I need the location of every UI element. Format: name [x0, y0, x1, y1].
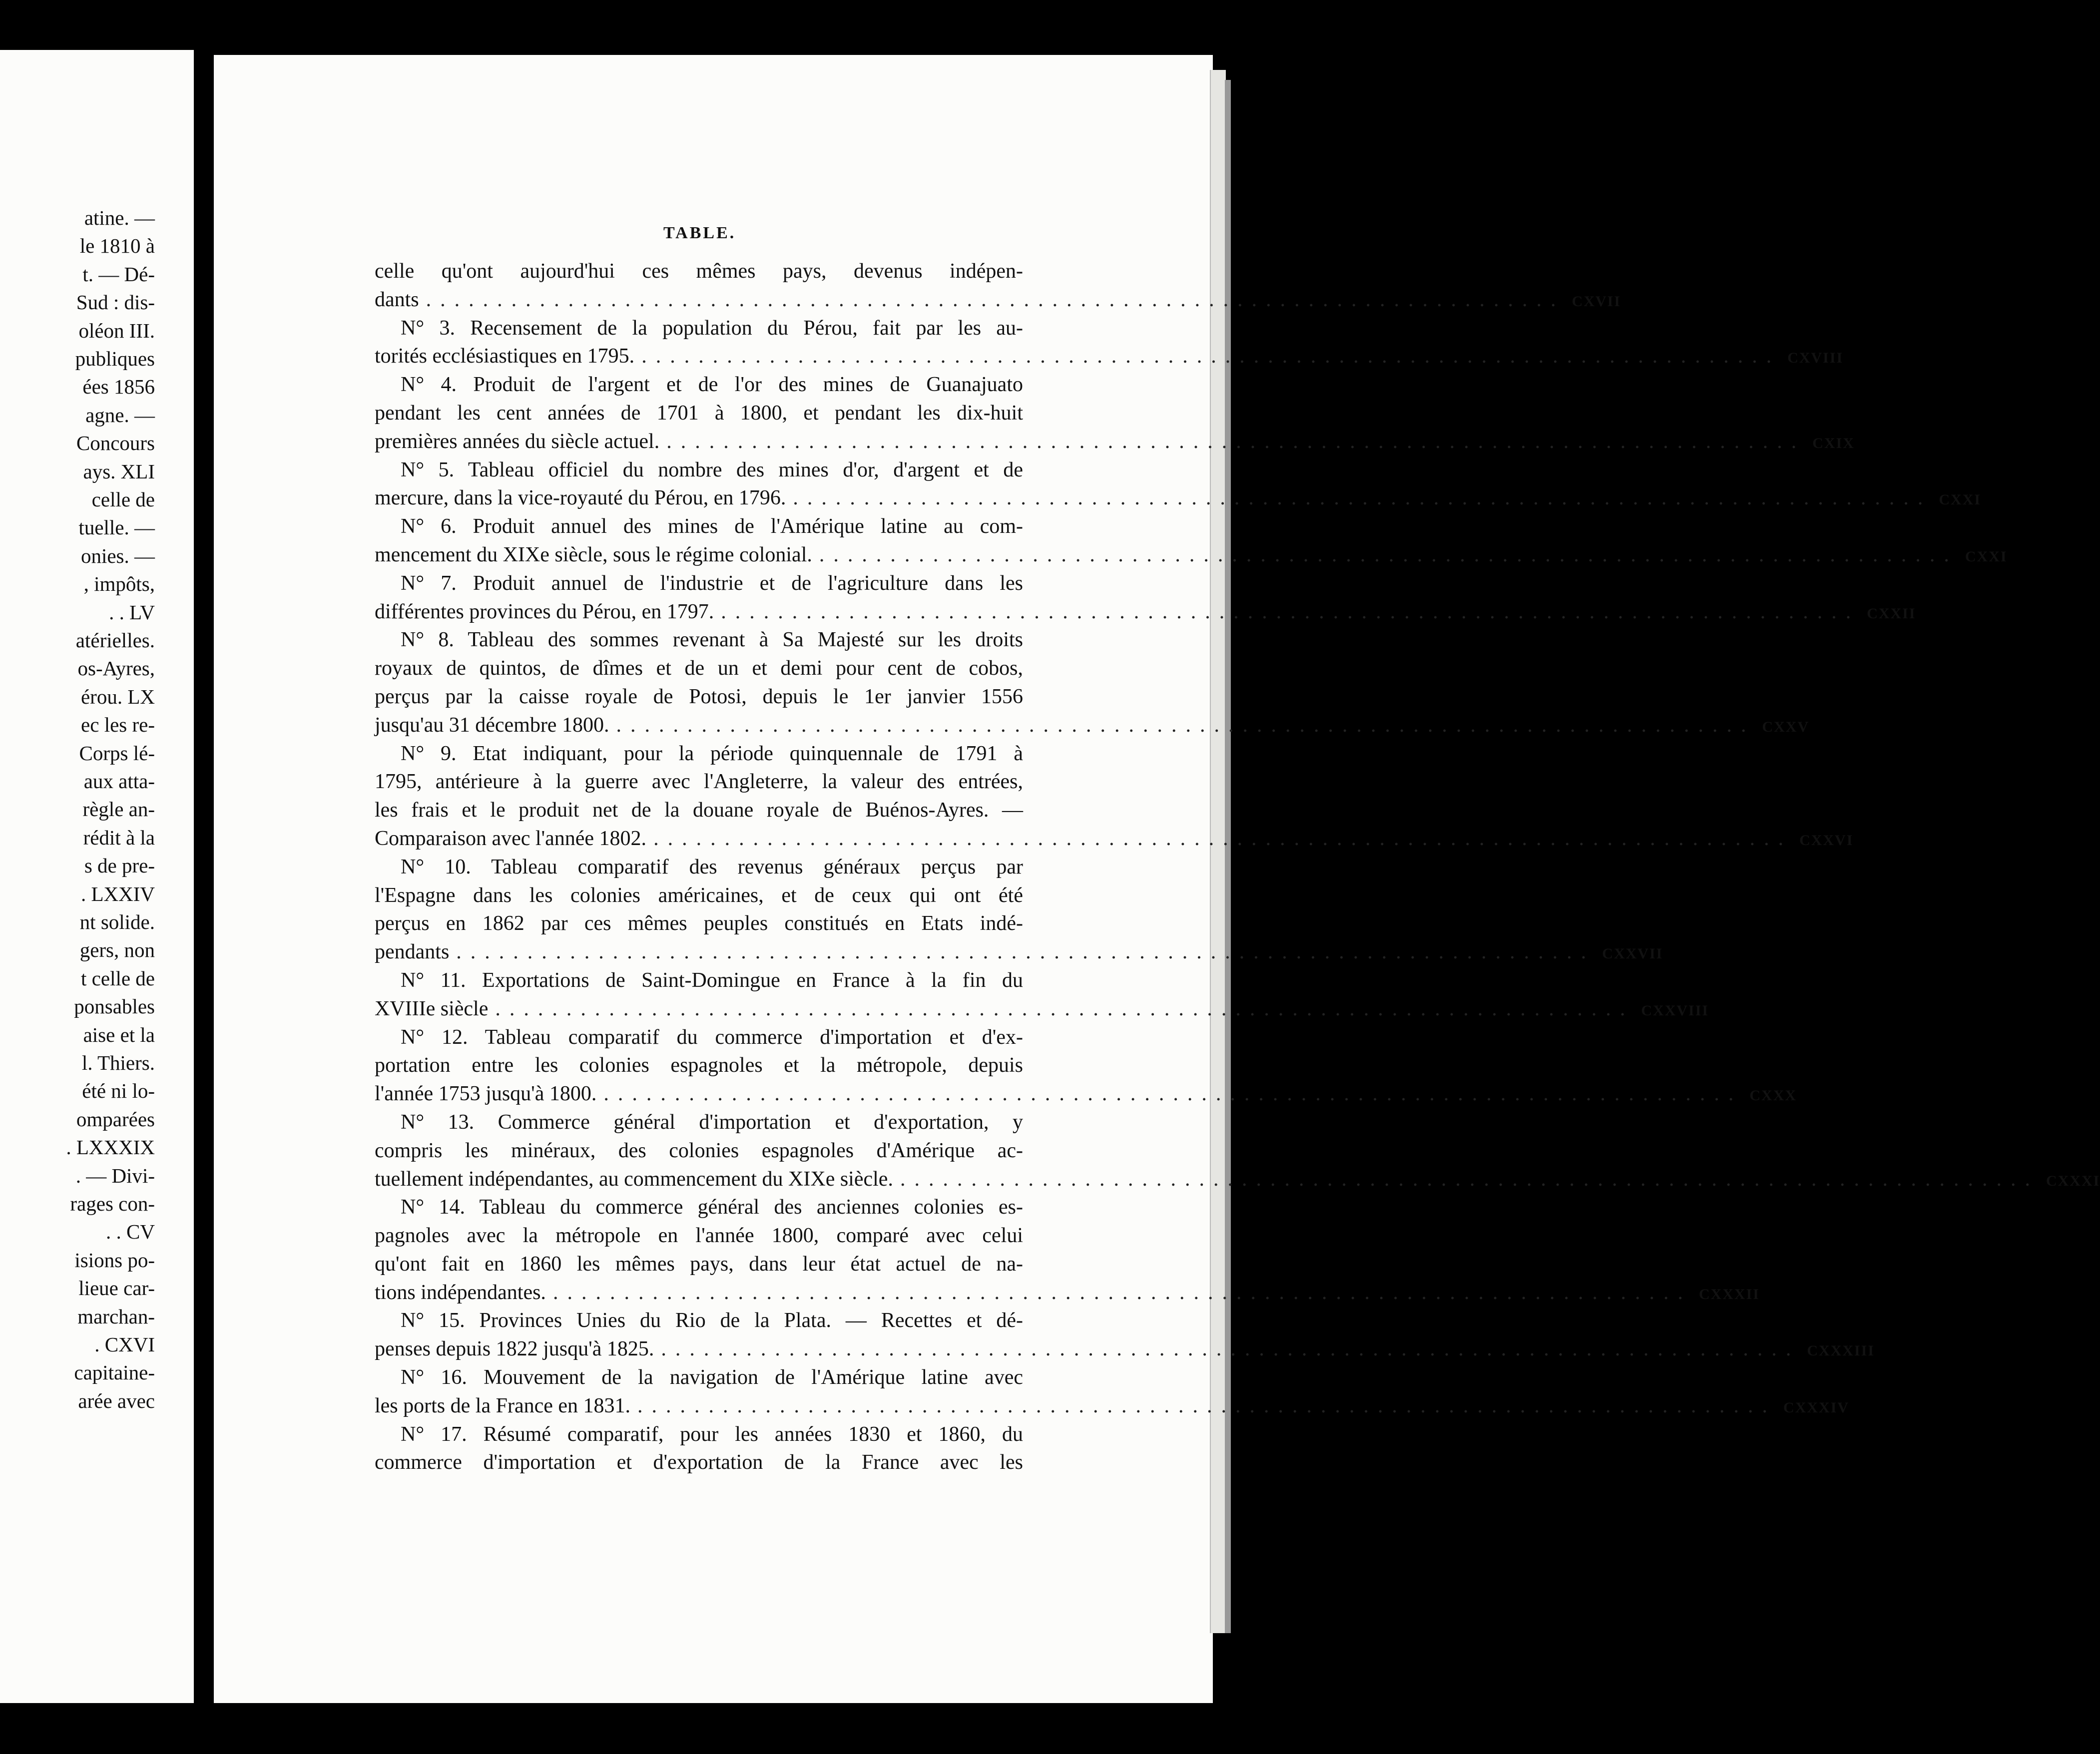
toc-text-line: N° 16. Mouvement de la navigation de l'Amérique latine avec	[401, 1366, 1023, 1389]
page-number: CXXII	[1867, 605, 1916, 622]
left-page-line: rédit à la	[83, 826, 155, 849]
left-page-line: . — Divi-	[75, 1164, 155, 1187]
toc-text-line: N° 3. Recensement de la population du Pérou, fait par les au-	[401, 316, 1023, 340]
toc-entry-last-line	[375, 1392, 1850, 1420]
left-page-line: aux atta-	[83, 770, 155, 793]
left-page-line: . . LV	[109, 600, 155, 624]
left-page-line: omparées	[76, 1107, 155, 1131]
toc-entry-last-line	[375, 1279, 1760, 1307]
left-page-line: agne. —	[85, 403, 155, 427]
left-page-line: l. Thiers.	[81, 1051, 155, 1074]
toc-entry-last-line	[375, 938, 1663, 966]
page-number: CXXI	[1965, 548, 2008, 565]
toc-entry-last-line	[375, 342, 1844, 371]
toc-text-line: compris les minéraux, des colonies espagnoles d'Amérique ac-	[375, 1139, 1023, 1162]
left-page-line: onies. —	[80, 544, 155, 567]
toc-entry-last-line	[375, 1335, 1875, 1363]
left-page-line: capitaine-	[74, 1361, 155, 1384]
page-number: CXXXII	[1698, 1286, 1760, 1303]
left-page-line: aise et la	[83, 1023, 155, 1046]
toc-entry-text: mencement du XIXe siècle, sous le régime colonial.	[375, 543, 812, 566]
toc-entry-last-line	[375, 286, 1621, 314]
dot-leader: ................................................................................	[456, 940, 1595, 964]
toc-text-line: N° 17. Résumé comparatif, pour les années 1830 et 1860, du	[401, 1422, 1023, 1446]
left-page-line: ec les re-	[81, 713, 155, 737]
toc-entry-text: différentes provinces du Pérou, en 1797.	[375, 600, 714, 623]
dot-leader: ................................................................................	[426, 288, 1565, 311]
left-page-line: . . CV	[106, 1220, 155, 1244]
toc-entry-last-line	[375, 995, 1709, 1023]
toc-text-line: 1795, antérieure à la guerre avec l'Angleterre, la valeur des entrées,	[375, 770, 1023, 794]
page-heading: TABLE.	[663, 224, 736, 242]
toc-text-line: pagnoles avec la métropole en l'année 1800, comparé avec celui	[375, 1224, 1023, 1248]
toc-entry-text: premières années du siècle actuel.	[375, 430, 660, 453]
toc-text-line: pendant les cent années de 1701 à 1800, et pendant les dix-huit	[375, 401, 1023, 425]
left-page-line: ays. XLI	[83, 459, 155, 483]
page-number: CXXVII	[1602, 945, 1663, 962]
left-page-line: arée avec	[78, 1389, 155, 1412]
toc-entry-text: mercure, dans la vice-royauté du Pérou, en 1796.	[375, 486, 786, 510]
toc-entry-last-line	[375, 825, 1854, 853]
left-page-line: ponsables	[74, 995, 155, 1018]
toc-text-line: N° 4. Produit de l'argent et de l'or des mines de Guanajuato	[401, 373, 1023, 397]
toc-text-line: N° 10. Tableau comparatif des revenus généraux perçus par	[401, 855, 1023, 878]
page-number: CXXXIII	[1807, 1342, 1875, 1359]
left-page-line: tuelle. —	[78, 516, 155, 539]
left-page-line: nt solide.	[79, 910, 155, 933]
page-number: CXVII	[1572, 293, 1621, 310]
left-page-line: gers, non	[79, 938, 155, 962]
toc-entry-last-line	[375, 484, 1982, 512]
toc-entry-text: dants	[375, 288, 419, 311]
toc-entry-text: l'année 1753 jusqu'à 1800.	[375, 1082, 597, 1106]
toc-text-line: N° 7. Produit annuel de l'industrie et de l'agriculture dans les	[401, 571, 1023, 595]
left-page-line: Concours	[76, 432, 155, 455]
toc-entry-text: pendants	[375, 940, 450, 964]
toc-entry-last-line	[375, 711, 1810, 740]
left-page-line: , impôts,	[83, 572, 155, 596]
left-page-line: os-Ayres,	[77, 657, 155, 680]
toc-text-line: perçus par la caisse royale de Potosi, depuis le 1er janvier 1556	[375, 685, 1023, 708]
toc-entry-last-line	[375, 1080, 1797, 1108]
left-page-line: atérielles.	[75, 629, 155, 652]
page-number: CXXVI	[1799, 832, 1854, 849]
dot-leader: ................................................................................	[552, 1281, 1692, 1304]
toc-text-line: N° 11. Exportations de Saint-Domingue en France à la fin du	[401, 968, 1023, 992]
page-number: CXXXI	[2046, 1172, 2100, 1189]
toc-entry-text: tions indépendantes.	[375, 1281, 546, 1304]
toc-entry-last-line	[375, 541, 2008, 569]
toc-text-line: les frais et le produit net de la douane royale de Buénos-Ayres. —	[375, 799, 1023, 822]
left-page-line: isions po-	[74, 1248, 155, 1272]
left-page	[0, 50, 194, 1703]
toc-text-line: royaux de quintos, de dîmes et de un et demi pour cent de cobos,	[375, 657, 1023, 680]
toc-text-line: celle qu'ont aujourd'hui ces mêmes pays, devenus indépen-	[375, 260, 1023, 283]
toc-text-line: N° 5. Tableau officiel du nombre des mines d'or, d'argent et de	[401, 458, 1023, 481]
toc-text-line: N° 12. Tableau comparatif du commerce d'importation et d'ex-	[401, 1025, 1023, 1049]
left-page-line: . CXVI	[94, 1333, 155, 1356]
toc-entry-last-line	[375, 428, 1855, 456]
left-page-line: été ni lo-	[82, 1079, 155, 1103]
dot-leader: ................................................................................	[641, 345, 1781, 368]
dot-leader: ................................................................................	[495, 997, 1634, 1020]
toc-text-line: N° 13. Commerce général d'importation et d'exportation, y	[401, 1110, 1023, 1134]
left-page-line: règle an-	[82, 798, 155, 821]
dot-leader: ................................................................................	[819, 543, 1958, 566]
left-page-line: Sud : dis-	[76, 291, 155, 314]
left-page-line: rages con-	[70, 1192, 155, 1215]
page-number: CXXX	[1749, 1087, 1797, 1104]
page-number: CXXVIII	[1641, 1002, 1709, 1019]
dot-leader: ................................................................................	[603, 1082, 1743, 1106]
dot-leader: ................................................................................	[666, 430, 1806, 453]
toc-text-line: l'Espagne dans les colonies américaines, et de ceux qui ont été	[375, 883, 1023, 907]
left-page-line: marchan-	[77, 1305, 155, 1328]
toc-entry-text: tuellement indépendantes, au commencement du XIXe siècle.	[375, 1167, 893, 1191]
toc-entry-text: Comparaison avec l'année 1802.	[375, 827, 647, 850]
toc-entry-text: les ports de la France en 1831.	[375, 1394, 631, 1417]
dot-leader: ................................................................................	[900, 1167, 2039, 1191]
toc-entry-text: penses depuis 1822 jusqu'à 1825.	[375, 1337, 654, 1361]
toc-text-line: N° 14. Tableau du commerce général des anciennes colonies es-	[401, 1196, 1023, 1219]
toc-text-line: N° 9. Etat indiquant, pour la période quinquennale de 1791 à	[401, 742, 1023, 765]
toc-entry-text: jusqu'au 31 décembre 1800.	[375, 713, 609, 737]
page-number: CXIX	[1812, 435, 1855, 451]
dot-leader: ................................................................................	[653, 827, 1793, 850]
toc-text-line: portation entre les colonies espagnoles et la métropole, depuis	[375, 1054, 1023, 1077]
toc-entry-text: torités ecclésiastiques en 1795.	[375, 345, 635, 368]
toc-text-line: N° 6. Produit annuel des mines de l'Amérique latine au com-	[401, 515, 1023, 538]
left-page-line: lieue car-	[78, 1277, 155, 1300]
left-page-line: s de pre-	[84, 854, 155, 877]
left-page-line: Corps lé-	[79, 741, 155, 765]
dot-leader: ................................................................................	[793, 486, 1932, 510]
left-page-line: . LXXIV	[80, 882, 155, 905]
page-number: CXXI	[1939, 491, 1982, 508]
dot-leader: ................................................................................	[637, 1394, 1777, 1417]
left-page-line: érou. LX	[80, 685, 155, 708]
left-page-line: t. — Dé-	[82, 262, 155, 286]
page-number: CXXXIV	[1783, 1399, 1850, 1416]
left-page-line: oléon III.	[78, 319, 155, 342]
table-of-contents	[375, 257, 2100, 1477]
page-number: CXVIII	[1787, 350, 1844, 367]
dot-leader: ................................................................................	[661, 1337, 1800, 1361]
toc-text-line: N° 15. Provinces Unies du Rio de la Plata. — Recettes et dé-	[401, 1309, 1023, 1332]
dot-leader: ................................................................................	[721, 600, 1860, 623]
left-page-line: le 1810 à	[79, 234, 155, 258]
dot-leader: ................................................................................	[616, 713, 1755, 737]
toc-entry-text: XVIIIe siècle	[375, 997, 489, 1020]
toc-text-line: N° 8. Tableau des sommes revenant à Sa Majesté sur les droits	[401, 628, 1023, 652]
left-page-line: publiques	[75, 347, 155, 370]
toc-entry-last-line	[375, 1165, 2100, 1194]
left-page-line: ées 1856	[82, 375, 155, 399]
left-page-line: . LXXXIX	[66, 1136, 155, 1159]
toc-text-line: perçus en 1862 par ces mêmes peuples constitués en Etats indé-	[375, 912, 1023, 935]
toc-text-line: commerce d'importation et d'exportation de la France avec les	[375, 1451, 1023, 1474]
toc-entry-last-line	[375, 598, 1916, 626]
left-page-line: t celle de	[81, 966, 155, 990]
toc-text-line: qu'ont fait en 1860 les mêmes pays, dans leur état actuel de na-	[375, 1252, 1023, 1276]
page-number: CXXV	[1762, 718, 1810, 735]
left-page-line: atine. —	[84, 206, 155, 229]
left-page-line: celle de	[91, 488, 155, 511]
